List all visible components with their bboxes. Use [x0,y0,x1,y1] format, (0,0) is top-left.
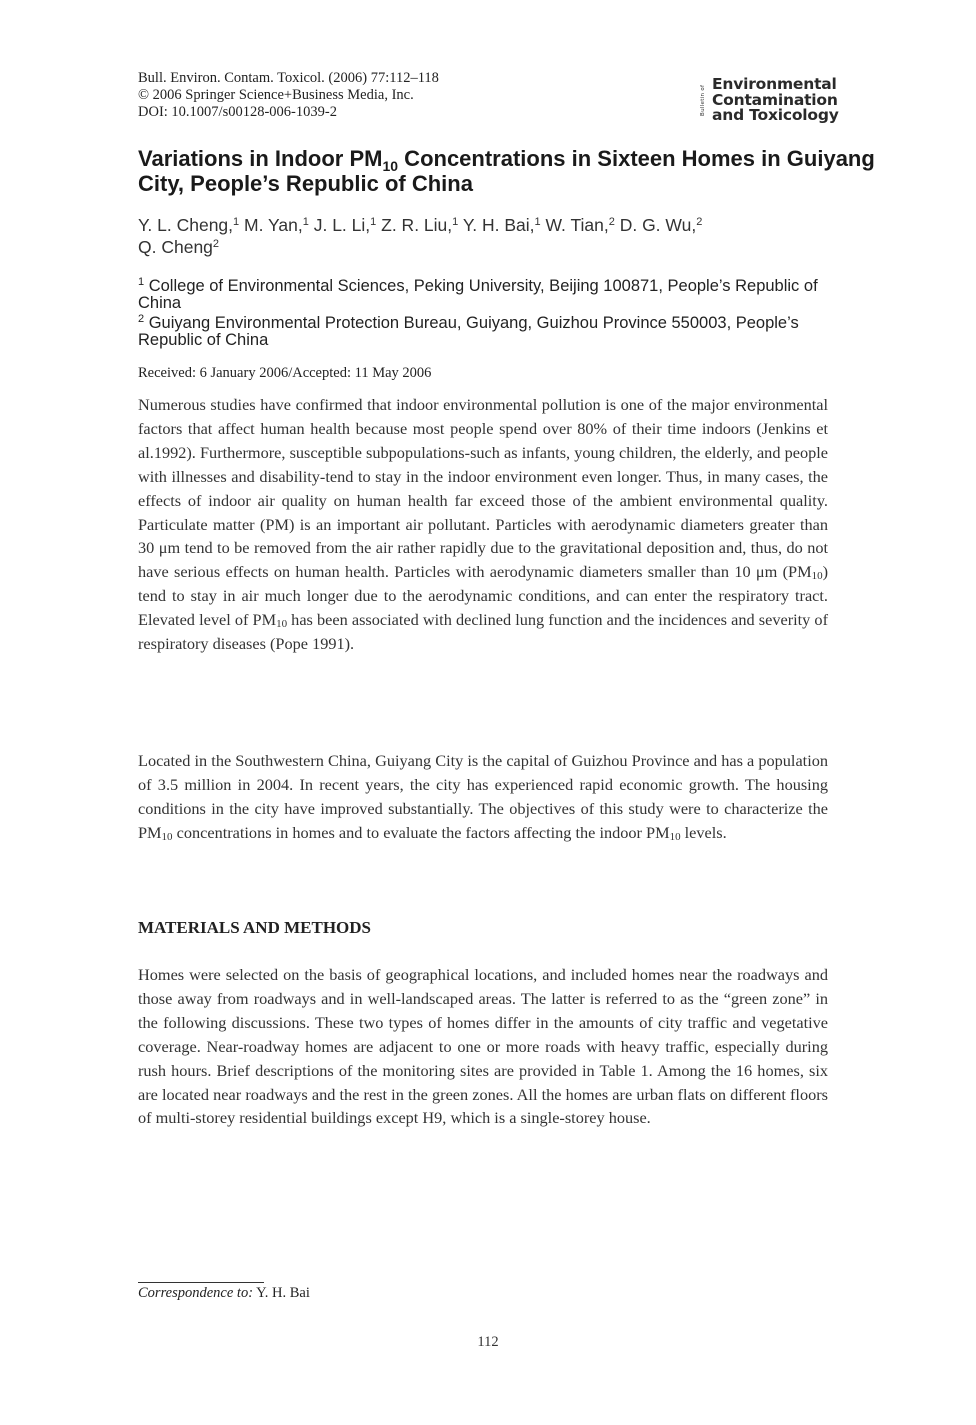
received-accepted-dates: Received: 6 January 2006/Accepted: 11 May 2006 [138,365,432,381]
author-affiliation-mark: 2 [696,216,703,228]
subscript: 10 [669,830,681,843]
author-affiliation-mark: 1 [534,216,541,228]
author-affiliation-mark: 1 [233,216,240,228]
author-name: Y. H. Bai, [462,215,535,235]
author-affiliation-mark: 2 [212,238,220,250]
citation-journal: Bull. Environ. Contam. Toxicol. (2006) 77:112–118 [138,70,439,86]
author-name: J. L. Li, [313,215,371,235]
logo-line-3: and Toxicology [712,106,839,124]
affiliation-1 [138,278,858,312]
author-affiliation-mark: 1 [370,216,377,228]
author-name: M. Yan, [244,215,303,235]
author-name: Y. L. Cheng, [138,215,234,235]
page-number: 112 [477,1334,499,1350]
citation-copyright: © 2006 Springer Science+Business Media, Inc. [138,87,414,103]
author-affiliation-mark: 1 [302,216,309,228]
title-part-2: Concentrations in Sixteen Homes in Guiyang City, People’s Republic of China [138,146,875,196]
affiliation-text: College of Environmental Sciences, Peking University, Beijing 100871, People’s Republic of China [138,277,818,312]
article-title [138,146,878,196]
author-affiliation-mark: 2 [608,216,615,228]
affiliation-number: 1 [138,276,145,288]
author-name: D. G. Wu, [619,215,697,235]
journal-logo [700,76,864,124]
author-name: Z. R. Liu, [381,215,453,235]
body-paragraph-3: Homes were selected on the basis of geographical locations, and included homes near the roadways and those away from roadways and in well-landscaped areas. The latter is referred to as the “green zone” in the following discussions. These two types of homes differ in the amounts of city traffic and vegetative coverage. Near-roadway homes are adjacent to one or more roads with heavy traffic, especially during rush hours. Brief descriptions of the monitoring sites are provided in Table 1. Among the 16 homes, six are located near roadways and the rest in the green zones. All the homes are urban flats on different floors of multi-storey residential buildings except H9, which is a single-storey house. [138,965,828,1128]
paragraph-text: has been associated with declined lung function and the incidences and severity of respiratory diseases (Pope 1991). [138,610,828,654]
affiliation-number: 2 [138,313,145,325]
author-affiliation-mark: 1 [452,216,459,228]
paragraph-text: levels. [680,822,727,842]
subscript: 10 [276,618,288,631]
author-list [138,214,868,258]
footnote-divider [138,1282,264,1283]
affiliation-2 [138,315,858,349]
subscript: 10 [811,570,823,583]
correspondence-footnote [138,1285,310,1302]
logo-side-text: Bulletin of [700,84,706,116]
paragraph-text: ) tend to stay in air much longer due to the aerodynamic conditions, and can enter the respiratory tract. Elevated level of PM [138,562,828,630]
paragraph-text: concentrations in homes and to evaluate the factors affecting the indoor PM [172,822,670,842]
title-part-1: Variations in Indoor PM [138,146,383,171]
citation-doi: DOI: 10.1007/s00128-006-1039-2 [138,104,337,120]
author-name: Q. Cheng [138,237,213,257]
title-subscript: 10 [382,158,399,174]
logo-line-2: Contamination [712,91,838,109]
logo-line-1: Environmental [712,75,837,93]
footnote-name: Y. H. Bai [253,1285,310,1301]
paragraph-text: Numerous studies have confirmed that indoor environmental pollution is one of the major environmental factors that affect human health because most people spend over 80% of their time indoors (Jenkins et al.1992). Furthermore, susceptible subpopulations-such as infants, young children, the elderly, and people with illnesses and disability-tend to stay in the indoor environment even longer. Thus, in many cases, the effects of indoor air quality on human health far exceed those of the ambient environmental quality. Particulate matter (PM) is an important air pollutant. Particles with aerodynamic diameters greater than 30 μm tend to be removed from the air rather rapidly due to the gravitational deposition and, thus, do not have serious effects on human health. Particles with aerodynamic diameters smaller than 10 μm (PM [138,395,828,582]
paragraph-text: Located in the Southwestern China, Guiyang City is the capital of Guizhou Province and has a population of 3.5 million in 2004. In recent years, the city has experienced rapid economic growth. The housing conditions in the city have improved substantially. The objectives of this study were to characterize the PM [138,751,828,842]
footnote-label: Correspondence to: [138,1285,254,1301]
body-paragraph-1 [138,393,828,656]
subscript: 10 [161,830,173,843]
citation-block [138,70,439,121]
affiliation-text: Guiyang Environmental Protection Bureau, Guiyang, Guizhou Province 550003, People’s Republic of China [138,314,799,349]
body-paragraph-2 [138,749,828,845]
section-heading: MATERIALS AND METHODS [138,918,371,937]
author-name: W. Tian, [545,215,609,235]
